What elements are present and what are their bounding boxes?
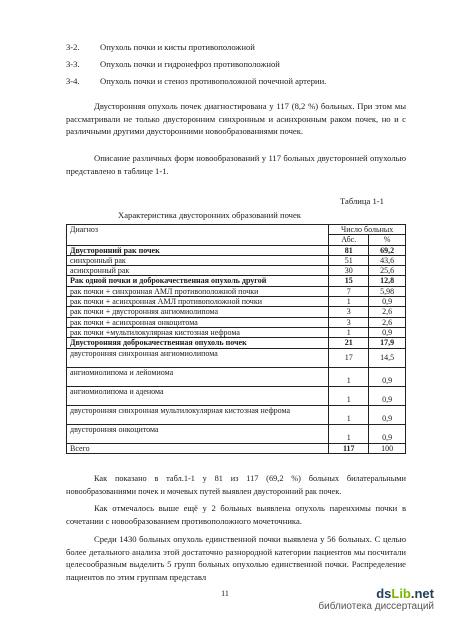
- row-pct: 5,98: [369, 286, 406, 296]
- watermark-brand-lib: Lib: [391, 586, 411, 601]
- row-abs: 1: [329, 405, 369, 424]
- row-abs: 3: [329, 307, 369, 317]
- row-label: Рак одной почки и доброкачественная опухоль другой: [67, 276, 329, 286]
- paragraph-table-summary: Как показано в табл.1-1 у 81 из 117 (69,2 %) больных билатеральными новообразованиями почек и мочевых путей выявлен двусторонний рак почек.: [66, 474, 406, 496]
- row-pct: 12,8: [369, 276, 406, 286]
- row-abs: 7: [329, 286, 369, 296]
- table-row: [67, 424, 406, 443]
- row-pct: 2,6: [369, 317, 406, 327]
- table-row: [67, 348, 406, 367]
- list-item-number: 3-2.: [66, 42, 80, 52]
- paragraph-solitary-kidney: Среди 1430 больных опухоль единственной почки выявлена у 56 больных. С целью более детального анализа этой достаточно разнородной категории пациентов мы посчитали целесообразным выделить 5 групп больных опухолью единственной почки. Распределение пациентов по этим группам представл: [66, 534, 406, 582]
- row-abs: 1: [329, 367, 369, 386]
- table-row: [67, 297, 406, 307]
- row-label: рак почки +мультилокулярная кистозная нефрома: [67, 327, 329, 337]
- row-abs: 30: [329, 266, 369, 276]
- row-label: рак почки + синхронная АМЛ противоположной почки: [67, 286, 329, 296]
- table-row: [67, 317, 406, 327]
- row-pct: 0,9: [369, 405, 406, 424]
- paragraph-bilateral-tumor: Двусторонняя опухоль почек диагностирована у 117 (8,2 %) больных. При этом мы рассматривали не только двусторонним синхронным и асинхронным раком почек, но и с различными другими двусторонними новообразованиями почек.: [66, 101, 406, 136]
- row-abs: 1: [329, 386, 369, 405]
- paragraph-table-intro: Описание различных форм новообразований у 117 больных двусторонней опухолью представлено в таблице 1-1.: [66, 153, 406, 176]
- row-pct: 43,6: [369, 255, 406, 265]
- row-label: рак почки + двусторонняя ангиомиолипома: [67, 307, 329, 317]
- row-label: двусторонняя синхронная ангиомиолипома: [67, 348, 329, 367]
- row-label: асинхронный рак: [67, 266, 329, 276]
- table-row: [67, 405, 406, 424]
- row-label: Двусторонний рак почек: [67, 245, 329, 255]
- row-pct: 14,5: [369, 348, 406, 367]
- row-abs: 15: [329, 276, 369, 286]
- row-label: синхронный рак: [67, 255, 329, 265]
- row-abs: 1: [329, 297, 369, 307]
- row-abs: 81: [329, 245, 369, 255]
- table-row: [67, 286, 406, 296]
- row-label: двусторонняя онкоцитома: [67, 424, 329, 443]
- table-caption: Характеристика двусторонних образований почек: [118, 210, 301, 220]
- row-label: ангиомиолипома и лейомиома: [67, 367, 329, 386]
- header-abs: Абс.: [329, 235, 369, 245]
- table-row: [67, 327, 406, 337]
- row-pct: 2,6: [369, 307, 406, 317]
- header-patient-count: Число больных: [329, 225, 406, 235]
- row-pct: 0,9: [369, 424, 406, 443]
- table-row: [67, 245, 406, 255]
- table-row: [67, 255, 406, 265]
- watermark-logo: [318, 586, 434, 601]
- row-label: рак почки + асинхронная АМЛ противоположной почки: [67, 297, 329, 307]
- list-item-number: 3-3.: [66, 59, 80, 69]
- row-abs: 17: [329, 348, 369, 367]
- list-item-3-3: [66, 59, 280, 70]
- table-row: [67, 307, 406, 317]
- table-row: [67, 338, 406, 348]
- table-row-total: [67, 443, 406, 453]
- row-abs: 51: [329, 255, 369, 265]
- list-item-3-2: [66, 42, 255, 53]
- header-pct: %: [369, 235, 406, 245]
- row-abs: 3: [329, 317, 369, 327]
- row-pct: 0,9: [369, 297, 406, 307]
- row-pct: 17,9: [369, 338, 406, 348]
- table-row: [67, 367, 406, 386]
- row-pct: 0,9: [369, 386, 406, 405]
- page-number: 11: [221, 589, 229, 598]
- header-diagnosis: Диагноз: [67, 225, 329, 246]
- bilateral-tumors-table: [66, 224, 406, 454]
- list-item-text: Опухоль почки и стеноз противоположной почечной артерии.: [100, 76, 327, 86]
- table-row: [67, 266, 406, 276]
- row-pct: 100: [369, 443, 406, 453]
- list-item-3-4: [66, 76, 326, 87]
- row-abs: 1: [329, 424, 369, 443]
- list-item-text: Опухоль почки и гидронефроз противоположной: [100, 59, 280, 69]
- row-pct: 25,6: [369, 266, 406, 276]
- row-label: двусторонняя синхронная мультилокулярная кистозная нефрома: [67, 405, 329, 424]
- row-pct: 0,9: [369, 327, 406, 337]
- list-item-number: 3-4.: [66, 76, 80, 86]
- row-label: Всего: [67, 443, 329, 453]
- table-label: Таблица 1-1: [340, 196, 384, 206]
- row-abs: 21: [329, 338, 369, 348]
- paragraph-ureter-tumor: Как отмечалось выше ещё у 2 больных выявлена опухоль паренхимы почки в сочетании с новообразованием противоположного мочеточника.: [66, 503, 406, 526]
- row-label: рак почки + асинхронная онкоцитома: [67, 317, 329, 327]
- watermark-brand-net: .net: [410, 586, 434, 601]
- list-item-text: Опухоль почки и кисты противоположной: [100, 42, 255, 52]
- row-label: Двусторонняя доброкачественная опухоль почек: [67, 338, 329, 348]
- row-pct: 0,9: [369, 367, 406, 386]
- dslib-watermark: [318, 586, 434, 612]
- watermark-brand-ds: ds: [376, 586, 392, 601]
- table-row: [67, 386, 406, 405]
- watermark-subtitle: библиотека диссертаций: [318, 601, 434, 612]
- row-label: ангиомиолипома и аденома: [67, 386, 329, 405]
- table-row: [67, 276, 406, 286]
- row-abs: 1: [329, 327, 369, 337]
- row-abs: 117: [329, 443, 369, 453]
- row-pct: 69,2: [369, 245, 406, 255]
